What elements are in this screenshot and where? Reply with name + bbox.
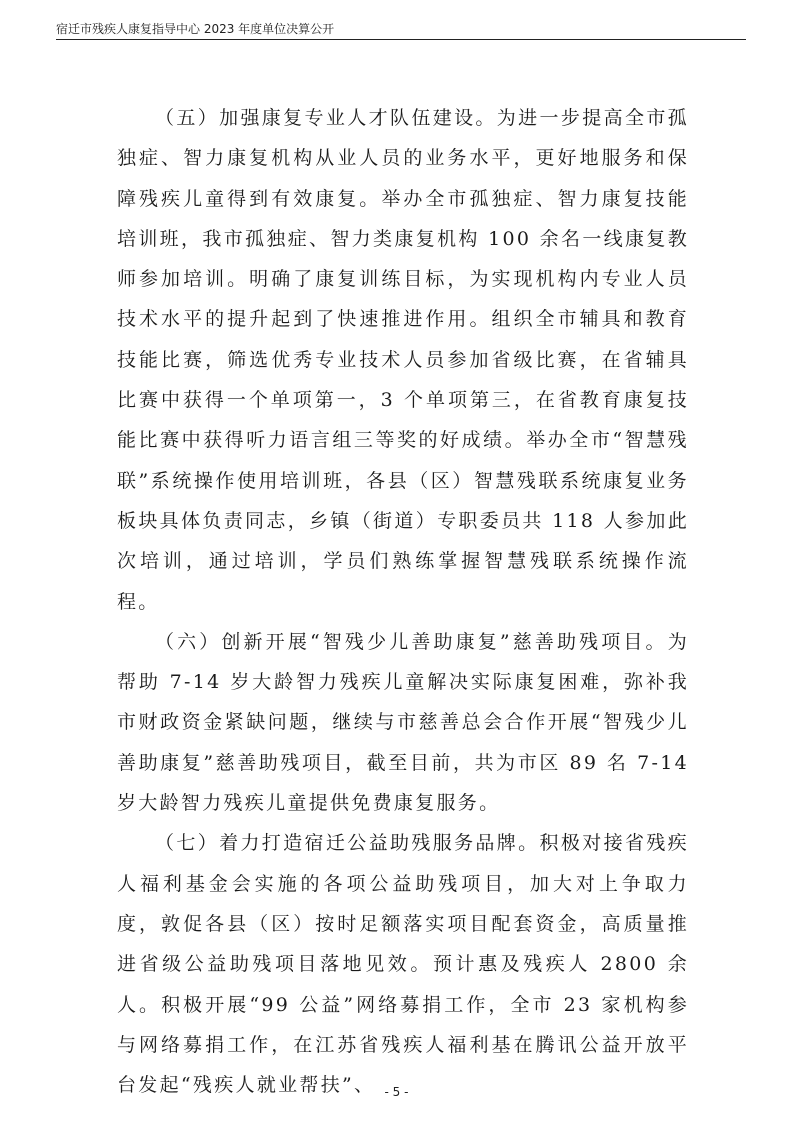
page-header	[56, 20, 746, 40]
header-divider	[56, 39, 746, 40]
paragraph-charity-project: （六）创新开展“智残少儿善助康复”慈善助残项目。为帮助 7-14 岁大龄智力残疾儿童解决实际康复困难，弥补我市财政资金紧缺问题，继续与市慈善总会合作开展“智残少儿善助康复”慈善助残项目，截至目前，共为市区 89 名 7-14 岁大龄智力残疾儿童提供免费康复服务。	[117, 630, 689, 815]
paragraph-public-welfare-brand: （七）着力打造宿迁公益助残服务品牌。积极对接省残疾人福利基金会实施的各项公益助残项目，加大对上争取力度，敦促各县（区）按时足额落实项目配套资金，高质量推进省级公益助残项目落地见效。预计惠及残疾人 2800 余人。积极开展“99 公益”网络募捐工作，全市 23 家机构参与网络募捐工作，在江苏省残疾人福利基在腾讯公益开放平台发起“残疾人就业帮扶”、	[117, 832, 689, 1097]
document-body	[117, 98, 689, 1105]
paragraph-talent-team: （五）加强康复专业人才队伍建设。为进一步提高全市孤独症、智力康复机构从业人员的业务水平，更好地服务和保障残疾儿童得到有效康复。举办全市孤独症、智力康复技能培训班，我市孤独症、智力类康复机构 100 余名一线康复教师参加培训。明确了康复训练目标，为实现机构内专业人员技术水平的提升起到了快速推进作用。组织全市辅具和教育技能比赛，筛选优秀专业技术人员参加省级比赛，在省辅具比赛中获得一个单项第一，3 个单项第三，在省教育康复技能比赛中获得听力语言组三等奖的好成绩。举办全市“智慧残联”系统操作使用培训班，各县（区）智慧残联系统康复业务板块具体负责同志，乡镇（街道）专职委员共 118 人参加此次培训，通过培训，学员们熟练掌握智慧残联系统操作流程。	[117, 107, 689, 613]
document-title: 宿迁市残疾人康复指导中心 2023 年度单位决算公开	[56, 22, 335, 36]
page-number: - 5 -	[384, 1085, 409, 1099]
